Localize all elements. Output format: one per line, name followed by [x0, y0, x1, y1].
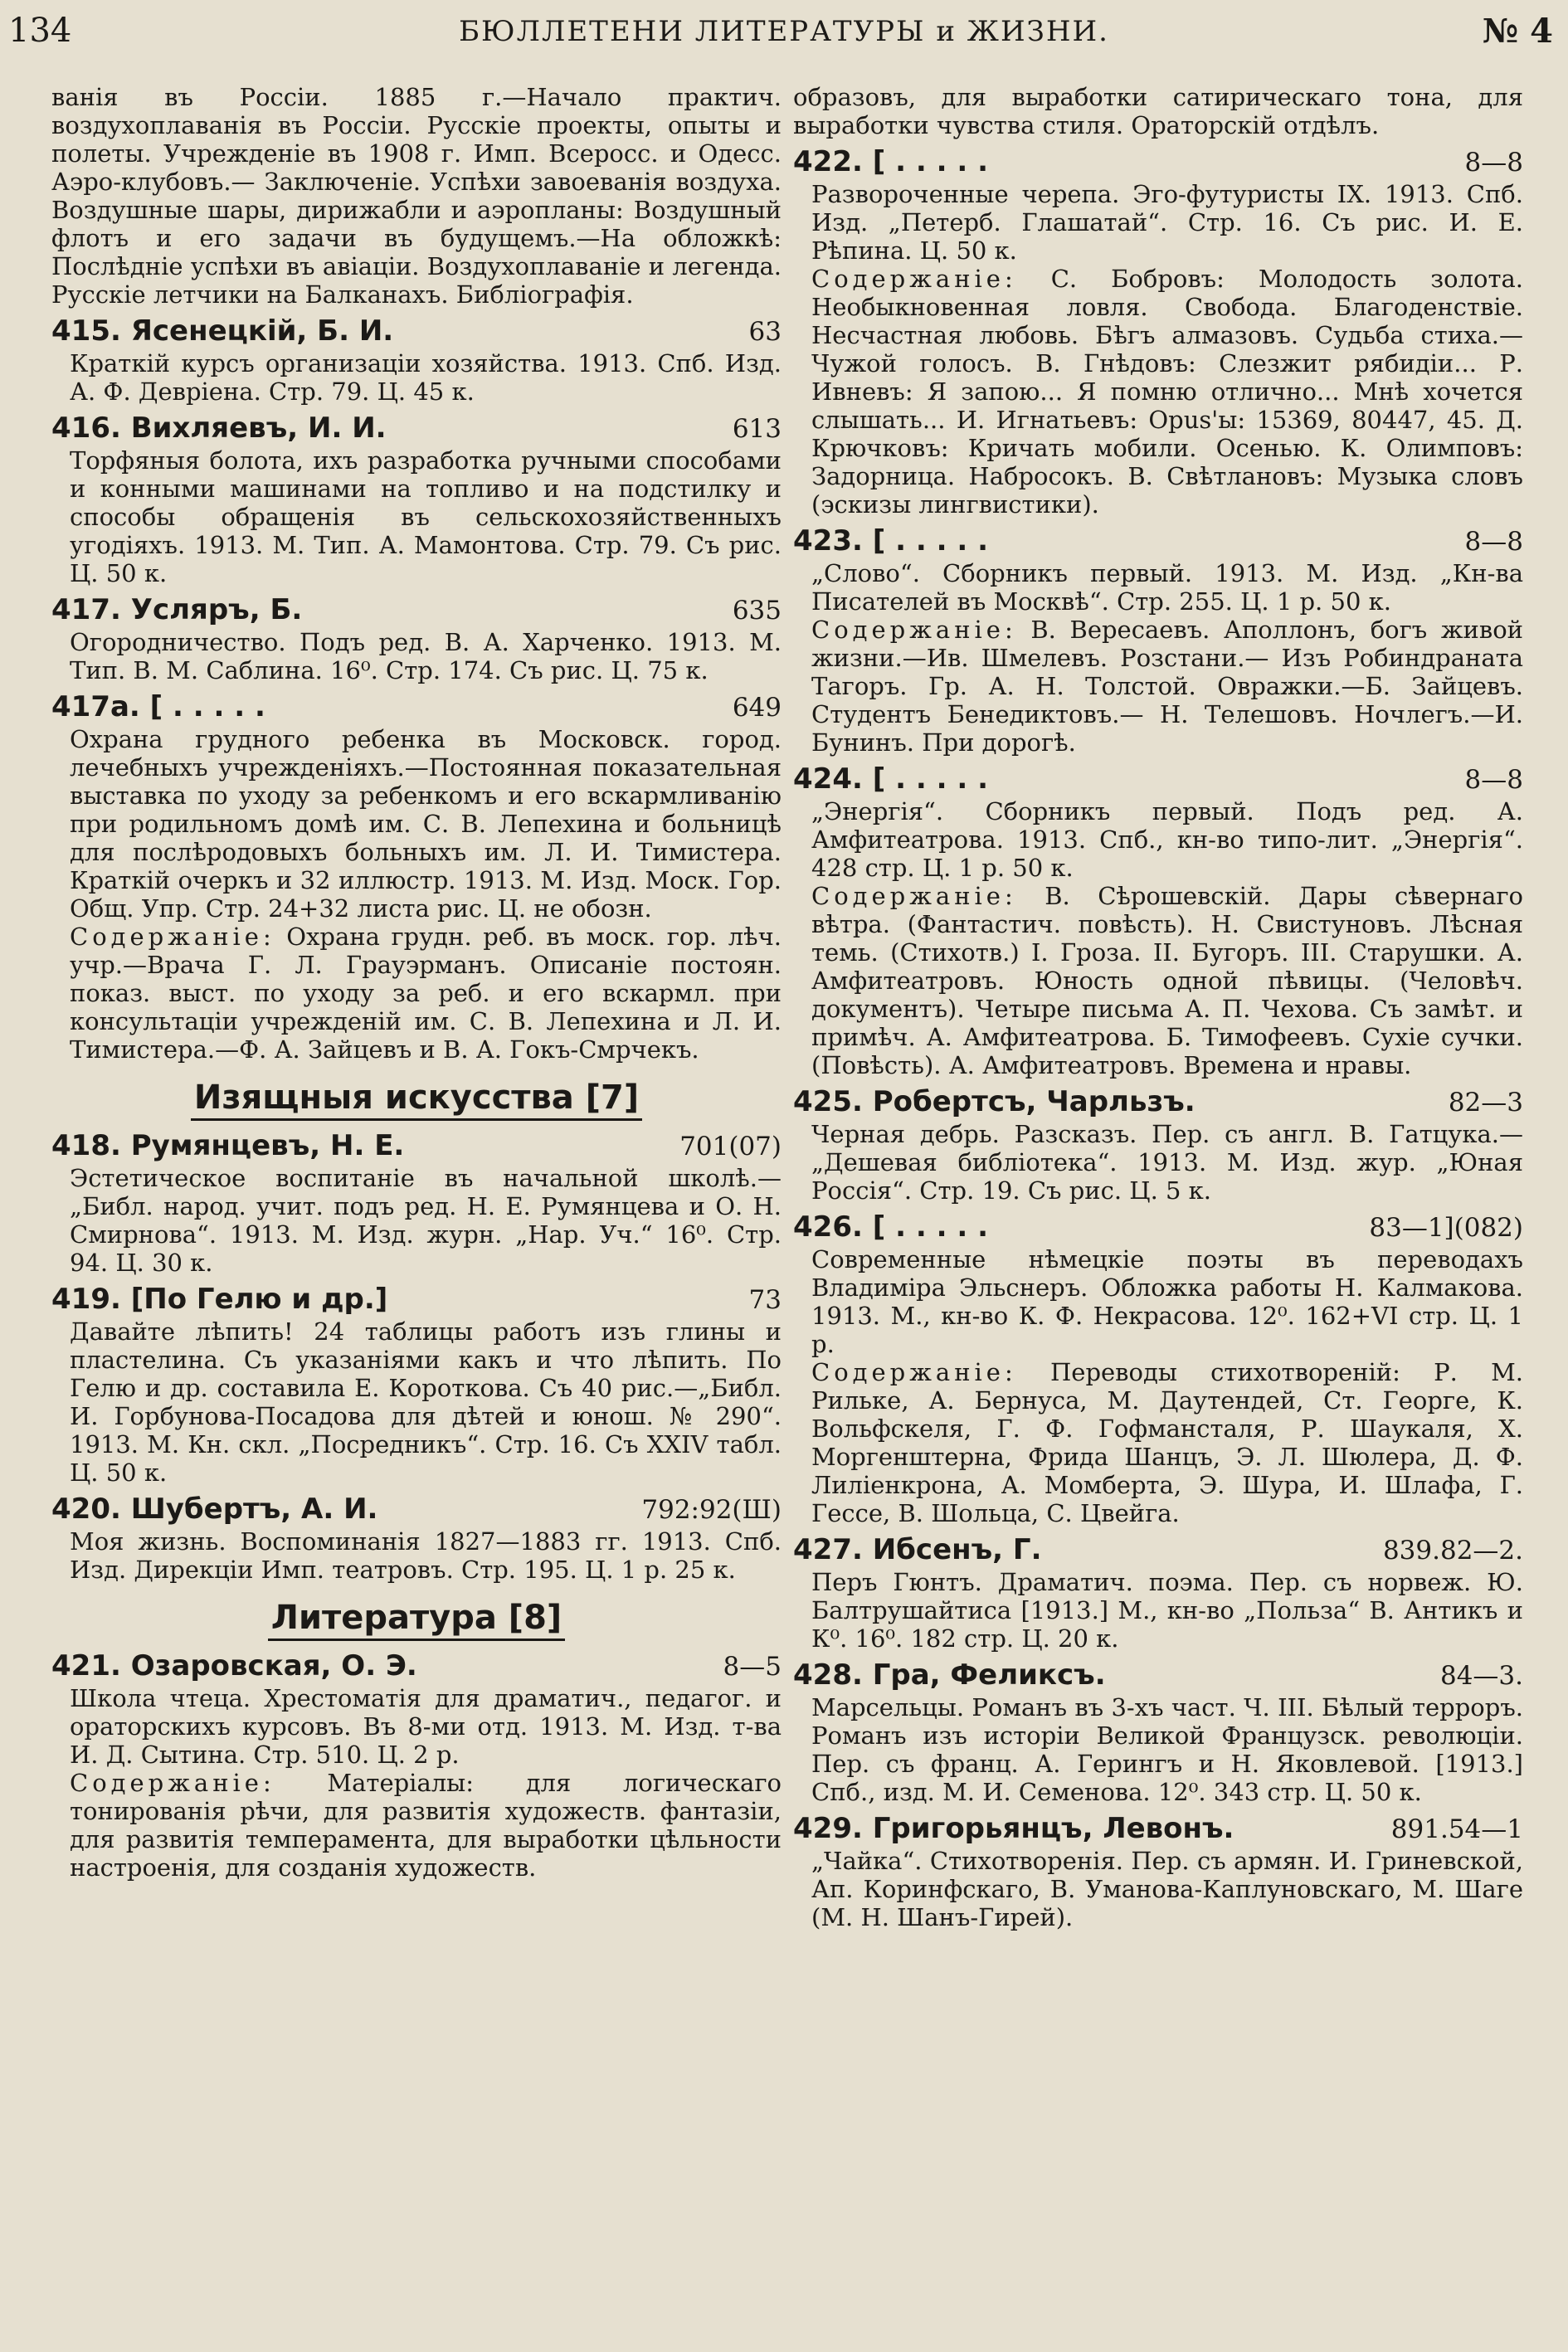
section-title: Изящныя искусства [7]: [191, 1079, 642, 1121]
entry-heading: 426. [ . . . . .: [793, 1210, 989, 1244]
entry-heading: 425. Робертсъ, Чарльзъ.: [793, 1085, 1195, 1118]
bibliography-entry: [793, 523, 1523, 757]
classification-code: 8—8: [1464, 148, 1523, 178]
entry-contents: [811, 1358, 1523, 1527]
entry-description: Торфяныя болота, ихъ разработка ручными способами и конными машинами на топливо и на подстилку и способы обращенія въ сельскохозяйственныхъ угодіяхъ. 1913. М. Тип. А. Мамонтова. Стр. 79. Съ рис. Ц. 50 к.: [70, 446, 782, 587]
entry-heading: 415. Ясенецкій, Б. И.: [51, 314, 394, 348]
entry-header: [51, 411, 782, 446]
bibliography-entry: [51, 1492, 782, 1584]
entry-body: [51, 446, 782, 587]
classification-code: 84—3.: [1439, 1661, 1523, 1691]
entry-description: „Чайка“. Стихотворенія. Пер. съ армян. И. Гриневской, Ап. Коринфскаго, В. Уманова-Каплуновскаго, М. Шаге (М. Н. Шанъ-Гирей).: [811, 1847, 1523, 1931]
entry-heading: 427. Ибсенъ, Г.: [793, 1533, 1042, 1566]
entry-header: [51, 689, 782, 725]
issue-number: № 4: [1482, 12, 1553, 51]
page-number: 134: [8, 12, 72, 50]
classification-code: 82—3: [1448, 1088, 1523, 1118]
entry-header: [51, 592, 782, 628]
classification-code: 73: [748, 1285, 782, 1315]
classification-code: 701(07): [679, 1132, 782, 1161]
classification-code: 839.82—2.: [1382, 1536, 1523, 1566]
entry-heading: 428. Гра, Феликсъ.: [793, 1658, 1106, 1692]
entry-contents: [70, 923, 782, 1064]
classification-code: 635: [732, 596, 782, 626]
entry-header: [51, 1492, 782, 1527]
contents-label: Содержаніе:: [811, 265, 1017, 293]
entry-body: [793, 559, 1523, 757]
journal-title: БЮЛЛЕТЕНИ ЛИТЕРАТУРЫ и ЖИЗНИ.: [459, 15, 1109, 48]
entry-header: [793, 1658, 1523, 1693]
entry-body: [51, 628, 782, 684]
entry-header: [51, 1648, 782, 1684]
entry-body: [51, 1527, 782, 1584]
entry-body: [793, 1568, 1523, 1653]
entry-description: Эстетическое воспитаніе въ начальной школѣ.— „Библ. народ. учит. подъ ред. Н. Е. Румянцева и О. Н. Смирнова“. 1913. М. Изд. журн. „Нар. Уч.“ 16⁰. Стр. 94. Ц. 30 к.: [70, 1164, 782, 1277]
entry-heading: 417а. [ . . . . .: [51, 690, 265, 723]
classification-code: 8—8: [1464, 527, 1523, 557]
bibliography-entry: [51, 1282, 782, 1487]
entry-body: [793, 1693, 1523, 1806]
entry-description: Развороченные черепа. Эго-футуристы IX. 1913. Спб. Изд. „Петерб. Глашатай“. Стр. 16. Съ рис. И. Е. Рѣпина. Ц. 50 к.: [811, 180, 1523, 265]
classification-code: 8—8: [1464, 765, 1523, 795]
contents-text: Охрана грудн. реб. въ моск. гор. лѣч. учр.—Врача Г. Л. Грауэрманъ. Описаніе постоян. показ. выст. по уходу за реб. и его вскармл. при консультаціи учрежденій им. С. В. Лепехина и Л. И. Тимистера.—Ф. А. Зайцевъ и В. А. Гокъ-Смрчекъ.: [70, 923, 782, 1064]
entry-heading: 419. [По Гелю и др.]: [51, 1283, 388, 1316]
bibliography-entry: [51, 592, 782, 684]
entry-header: [793, 1811, 1523, 1847]
entry-description: Давайте лѣпить! 24 таблицы работъ изъ глины и пластелина. Съ указаніями какъ и что лѣпить. По Гелю и др. составила Е. Короткова. Съ 40 рис.—„Библ. И. Горбунова-Посадова для дѣтей и юнош. № 290“. 1913. М. Кн. скл. „Посредникъ“. Стр. 16. Съ XXIV табл. Ц. 50 к.: [70, 1317, 782, 1487]
bibliography-entry: [793, 1210, 1523, 1527]
bibliography-entry: [51, 689, 782, 1064]
entry-description: Марсельцы. Романъ въ 3-хъ част. Ч. III. Бѣлый терроръ. Романъ изъ исторіи Великой Французск. революціи. Пер. съ франц. А. Герингъ и Н. Яковлевой. [1913.] Спб., изд. М. И. Семенова. 12⁰. 343 стр. Ц. 50 к.: [811, 1693, 1523, 1806]
section-title: Литература [8]: [268, 1599, 565, 1641]
bibliography-entry: [51, 1128, 782, 1277]
contents-label: Содержаніе:: [811, 1358, 1017, 1386]
contents-text: Матеріалы: для логическаго тонированія рѣчи, для развитія художеств. фантазіи, для развитія темперамента, для выработки цѣльности настроенія, для созданія художеств.: [70, 1769, 782, 1882]
entry-header: [793, 762, 1523, 797]
entry-description: Охрана грудного ребенка въ Московск. город. лечебныхъ учрежденіяхъ.—Постоянная показательная выставка по уходу за ребенкомъ и его вскармливанію при родильномъ домѣ им. С. В. Лепехина и больницѣ для послѣродовыхъ больныхъ им. Л. И. Тимистера. Краткій очеркъ и 32 иллюстр. 1913. М. Изд. Моск. Гор. Общ. Упр. Стр. 24+32 листа рис. Ц. не обозн.: [70, 725, 782, 923]
bibliography-entry: [793, 762, 1523, 1079]
entry-heading: 421. Озаровская, О. Э.: [51, 1649, 417, 1682]
section-heading-arts: [51, 1079, 782, 1117]
section-heading-literature: [51, 1599, 782, 1637]
entry-contents: [811, 616, 1523, 757]
entry-body: [793, 180, 1523, 519]
entry-heading: 424. [ . . . . .: [793, 762, 989, 796]
entry-body: [793, 797, 1523, 1079]
contents-text: В. Сѣрошевскій. Дары сѣвернаго вѣтра. (Фантастич. повѣсть). Н. Свистуновъ. Лѣсная темь. (Стихотв.) I. Гроза. II. Бугоръ. III. Старушки. А. Амфитеатровъ. Юность одной пѣвицы. (Человѣч. документъ). Четыре письма А. П. Чехова. Съ замѣт. и примѣч. А. Амфитеатрова. Б. Тимофеевъ. Сухіе сучки. (Повѣсть). А. Амфитеатровъ. Времена и нравы.: [811, 882, 1523, 1079]
classification-code: 891.54—1: [1390, 1814, 1523, 1844]
contents-label: Содержаніе:: [811, 882, 1017, 910]
entry-heading: 429. Григорьянцъ, Левонъ.: [793, 1812, 1234, 1845]
entry-description: „Слово“. Сборникъ первый. 1913. М. Изд. „Кн-ва Писателей въ Москвѣ“. Стр. 255. Ц. 1 р. 50 к.: [811, 559, 1523, 616]
page-header: [0, 12, 1568, 61]
entry-contents: [70, 1769, 782, 1882]
bibliography-entry: [793, 144, 1523, 519]
entry-header: [51, 314, 782, 349]
continued-text: образовъ, для выработки сатирическаго тона, для выработки чувства стиля. Ораторскій отдѣлъ.: [793, 83, 1523, 139]
classification-code: 613: [732, 414, 782, 444]
entries-block: [51, 314, 782, 1064]
entry-contents: [811, 882, 1523, 1079]
bibliography-entry: [51, 411, 782, 587]
contents-label: Содержаніе:: [70, 923, 275, 951]
entry-body: [51, 1317, 782, 1487]
entry-description: „Энергія“. Сборникъ первый. Подъ ред. А. Амфитеатрова. 1913. Спб., кн-во типо-лит. „Энергія“. 428 стр. Ц. 1 р. 50 к.: [811, 797, 1523, 882]
classification-code: 8—5: [723, 1652, 782, 1682]
entry-description: Школа чтеца. Хрестоматія для драматич., педагог. и ораторскихъ курсовъ. Въ 8-ми отд. 1913. М. Изд. т-ва И. Д. Сытина. Стр. 510. Ц. 2 р.: [70, 1684, 782, 1769]
entry-contents: [811, 265, 1523, 519]
classification-code: 792:92(Ш): [641, 1495, 782, 1525]
entry-heading: 420. Шубертъ, А. И.: [51, 1493, 378, 1526]
bibliography-entry: [793, 1811, 1523, 1931]
classification-code: 83—1](082): [1369, 1213, 1523, 1243]
entry-header: [793, 1532, 1523, 1568]
entry-heading: 417. Усляръ, Б.: [51, 593, 303, 626]
entry-header: [793, 144, 1523, 180]
continued-text: ванія въ Россіи. 1885 г.—Начало практич. воздухоплаванія въ Россіи. Русскіе проекты, опыты и полеты. Учрежденіе въ 1908 г. Имп. Всеросс. и Одесс. Аэро-клубовъ.— Заключеніе. Успѣхи завоеванія воздуха. Воздушные шары, дирижабли и аэропланы: Воздушный флотъ и его задачи въ будущемъ.—На обложкѣ: Послѣдніе успѣхи въ авіаціи. Воздухоплаваніе и легенда. Русскіе летчики на Балканахъ. Библіографія.: [51, 83, 782, 309]
entry-header: [793, 523, 1523, 559]
entry-description: Черная дебрь. Разсказъ. Пер. съ англ. В. Гатцука.—„Дешевая библіотека“. 1913. М. Изд. жур. „Юная Россія“. Стр. 19. Съ рис. Ц. 5 к.: [811, 1120, 1523, 1205]
bibliography-entry: [793, 1658, 1523, 1806]
bibliography-entry: [793, 1532, 1523, 1653]
contents-label: Содержаніе:: [811, 616, 1017, 644]
entry-description: Краткій курсъ организаціи хозяйства. 1913. Спб. Изд. А. Ф. Девріена. Стр. 79. Ц. 45 к.: [70, 349, 782, 406]
contents-text: В. Вересаевъ. Аполлонъ, богъ живой жизни.—Ив. Шмелевъ. Розстани.— Изъ Робиндраната Тагоръ. Гр. А. Н. Толстой. Овражки.—Б. Зайцевъ. Студентъ Бенедиктовъ.— Н. Телешовъ. Ночлегъ.—И. Бунинъ. При дорогѣ.: [811, 616, 1523, 757]
entry-body: [793, 1847, 1523, 1931]
entry-body: [793, 1245, 1523, 1527]
entry-body: [51, 1164, 782, 1277]
bibliography-entry: [51, 1648, 782, 1882]
entry-description: Огородничество. Подъ ред. В. А. Харченко. 1913. М. Тип. В. М. Саблина. 16⁰. Стр. 174. Съ рис. Ц. 75 к.: [70, 628, 782, 684]
entry-heading: 418. Румянцевъ, Н. Е.: [51, 1129, 405, 1162]
entries-block: [51, 1648, 782, 1882]
entry-description: Перъ Гюнтъ. Драматич. поэма. Пер. съ норвеж. Ю. Балтрушайтиса [1913.] М., кн-во „Польза“ В. Антикъ и К⁰. 16⁰. 182 стр. Ц. 20 к.: [811, 1568, 1523, 1653]
entries-block: [793, 144, 1523, 1931]
contents-label: Содержаніе:: [70, 1769, 275, 1797]
classification-code: 63: [748, 317, 782, 347]
contents-text: С. Бобровъ: Молодость золота. Необыкновенная ловля. Свобода. Благоденствіе. Несчастная любовь. Бѣгъ алмазовъ. Судьба стиха.—Чужой голосъ. В. Гнѣдовъ: Слезжит рябидіи... Р. Ивневъ: Я запою... Я помню отлично... Мнѣ хочется слышать... И. Игнатьевъ: Opus'ы: 15369, 80447, 45. Д. Крючковъ: Кричать мобили. Осенью. К. Олимповъ: Задорница. Набросокъ. В. Свѣтлановъ: Музыка словъ (эскизы лингвистики).: [811, 265, 1523, 519]
entry-header: [793, 1210, 1523, 1245]
entry-description: Моя жизнь. Воспоминанія 1827—1883 гг. 1913. Спб. Изд. Дирекціи Имп. театровъ. Стр. 195. Ц. 1 р. 25 к.: [70, 1527, 782, 1584]
entry-body: [51, 725, 782, 1064]
left-column: [51, 83, 782, 2340]
entry-heading: 423. [ . . . . .: [793, 524, 989, 558]
bibliography-entry: [51, 314, 782, 406]
contents-text: Переводы стихотвореній: Р. М. Рильке, А. Бернуса, М. Даутендей, Ст. Георге, К. Вольфскеля, Г. Ф. Гофмансталя, Р. Шаукаля, Х. Моргенштерна, Фрида Шанцъ, Э. Л. Шюлера, Д. Ф. Лиліенкрона, А. Момберта, Э. Шура, И. Шлафа, Г. Гессе, В. Шольца, С. Цвейга.: [811, 1358, 1523, 1527]
entry-heading: 422. [ . . . . .: [793, 145, 989, 178]
classification-code: 649: [732, 693, 782, 723]
entry-body: [51, 349, 782, 406]
entry-header: [51, 1282, 782, 1317]
entry-header: [793, 1084, 1523, 1120]
entry-heading: 416. Вихляевъ, И. И.: [51, 411, 387, 445]
entries-block: [51, 1128, 782, 1584]
entry-body: [51, 1684, 782, 1882]
entry-header: [51, 1128, 782, 1164]
bibliography-entry: [793, 1084, 1523, 1205]
entry-description: Современные нѣмецкіе поэты въ переводахъ Владиміра Эльснеръ. Обложка работы Н. Калмакова. 1913. М., кн-во К. Ф. Некрасова. 12⁰. 162+VI стр. Ц. 1 р.: [811, 1245, 1523, 1358]
right-column: [793, 83, 1523, 2340]
entry-body: [793, 1120, 1523, 1205]
